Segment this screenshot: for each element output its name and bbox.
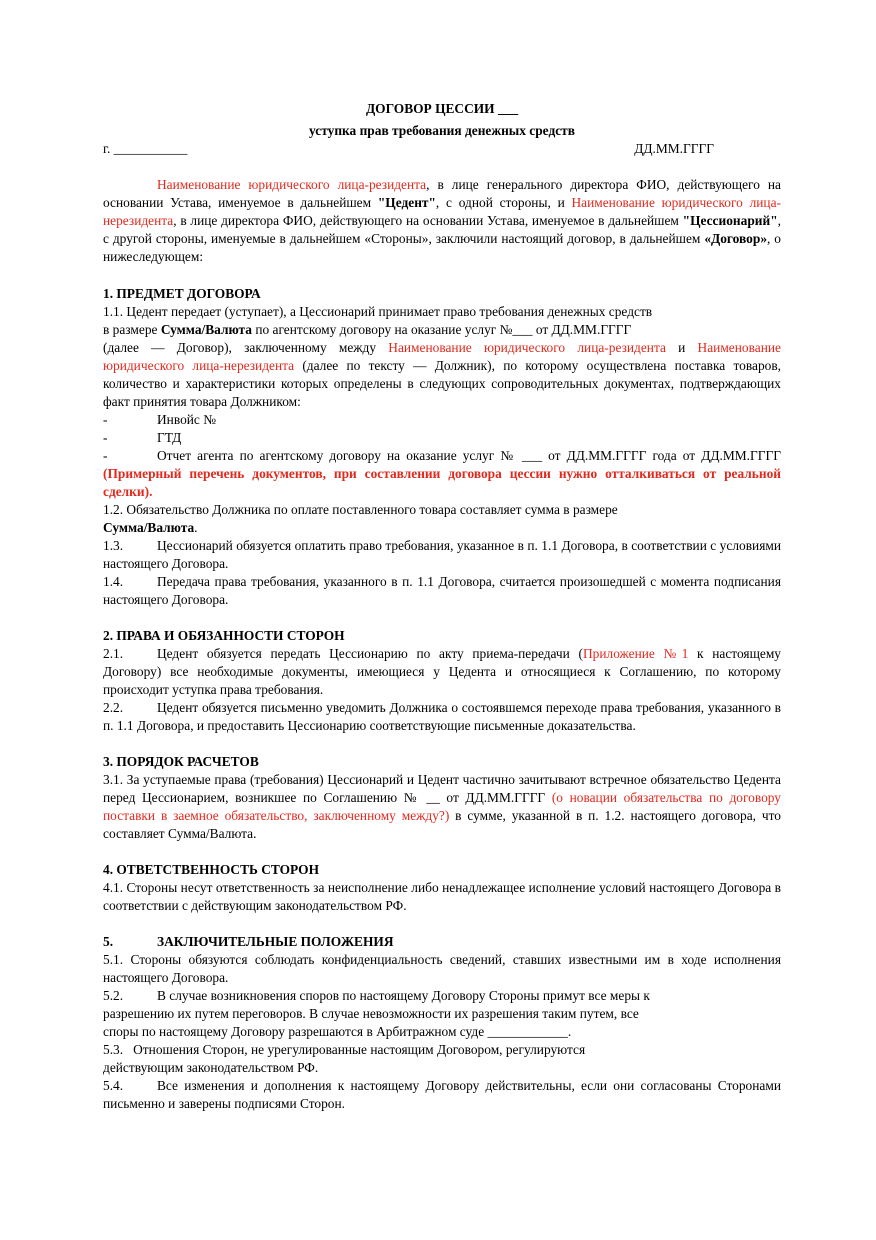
- cessionary-term: "Цессионарий": [682, 213, 778, 228]
- document-page: [103, 100, 781, 1113]
- section-2-heading: 2. ПРАВА И ОБЯЗАННОСТИ СТОРОН: [103, 628, 345, 643]
- section-1-heading: 1. ПРЕДМЕТ ДОГОВОРА: [103, 286, 261, 301]
- intro-paragraph: Наименование юридического лица-резидента, в лице генерального директора ФИО, действующего на основании Устава, именуемое в дальнейшем "Цедент", с одной стороны, и Наименование юридического лица-нерезидента, в лице директора ФИО, действующего на основании Устава, именуемое в дальнейшем "Цессионарий", с другой стороны, именуемые в дальнейшем «Стороны», заключили настоящий договор, в дальнейшем «Договор», о нижеследующем:: [103, 177, 782, 264]
- clause-4-1: 4.1. Стороны несут ответственность за неисполнение либо ненадлежащее исполнение условий настоящего Договора в соответствии с действующим законодательством РФ.: [103, 880, 781, 913]
- list-item: - Отчет агента по агентскому договору на оказание услуг № ___ от ДД.ММ.ГГГГ года от ДД.ММ.ГГГГ (Примерный перечень документов, при составлении договора цессии нужно отталкиваться от реальной сделки).: [103, 448, 781, 499]
- clause-1-2: 1.2. Обязательство Должника по оплате поставленного товара составляет сумма в размере Сумма/Валюта.: [103, 502, 618, 535]
- place-date-line: [103, 140, 781, 158]
- clause-5-2: 5.2. В случае возникновения споров по настоящему Договору Стороны примут все меры к разрешению их путем переговоров. В случае невозможности их разрешения таким путем, все споры по настоящему Договору разрешаются в Арбитражном суде ____________.: [103, 988, 650, 1039]
- note-red: (Примерный перечень документов, при составлении договора цессии нужно отталкиваться от реальной сделки).: [103, 466, 781, 499]
- nonresident-name: Наименование юридического лица-нерезидента: [103, 195, 781, 228]
- clause-5-4: 5.4. Все изменения и дополнения к настоящему Договору действительны, если они согласованы Сторонами письменно и заверены подписями Сторон.: [103, 1078, 781, 1111]
- cedent-term: "Цедент": [377, 195, 436, 210]
- date-field: ДД.ММ.ГГГГ: [634, 141, 714, 156]
- section-5-heading: 5. ЗАКЛЮЧИТЕЛЬНЫЕ ПОЛОЖЕНИЯ: [103, 934, 394, 949]
- clause-3-1: 3.1. За уступаемые права (требования) Цессионарий и Цедент частично зачитывают встречное обязательство Цедента перед Цессионарием, возникшее по Соглашению № __ от ДД.ММ.ГГГГ (о новации обязательства по договору поставки в заемное обязательство, заключенному между?) в сумме, указанной в п. 1.2. настоящего договора, что составляет Сумма/Валюта.: [103, 772, 781, 841]
- clause-5-1: 5.1. Стороны обязуются соблюдать конфиденциальность сведений, ставших известными им в ходе исполнения настоящего Договора.: [103, 952, 781, 985]
- clause-1-4: 1.4. Передача права требования, указанного в п. 1.1 Договора, считается произошедшей с момента подписания настоящего Договора.: [103, 574, 781, 607]
- resident-name: Наименование юридического лица-резидента: [157, 177, 427, 192]
- document-title: ДОГОВОР ЦЕССИИ ___: [365, 101, 519, 116]
- list-item: - Инвойс №: [103, 412, 216, 427]
- section-4-heading: 4. ОТВЕТСТВЕННОСТЬ СТОРОН: [103, 862, 319, 877]
- clause-2-2: 2.2. Цедент обязуется письменно уведомить Должника о состоявшемся переходе права требования, указанного в п. 1.1 Договора, и предоставить Цессионарию соответствующие письменные доказательства.: [103, 700, 781, 733]
- clause-2-1: 2.1. Цедент обязуется передать Цессионарию по акту приема-передачи (Приложение №1 к настоящему Договору) все необходимые документы, имеющиеся у Цедента и относящиеся к Соглашению, по которому происходит уступка права требования.: [103, 646, 781, 697]
- document-subtitle: уступка прав требования денежных средств: [309, 123, 575, 138]
- contract-term: «Договор»: [704, 231, 768, 246]
- clause-1-1: 1.1. Цедент передает (уступает), а Цессионарий принимает право требования денежных средств в размере Сумма/Валюта по агентскому договору на оказание услуг №___ от ДД.ММ.ГГГГ (далее — Договор), заключенному между Наименование юридического лица-резидента и Наименование юридического лица-нерезидента (далее по тексту — Должник), по которому осуществлена поставка товаров, количество и характеристики которых определены в следующих сопроводительных документах, подтверждающих факт принятия товара Должником:: [103, 304, 782, 409]
- clause-5-3: 5.3. Отношения Сторон, не урегулированные настоящим Договором, регулируются действующим законодательством РФ.: [103, 1042, 586, 1075]
- clause-1-3: 1.3. Цессионарий обязуется оплатить право требования, указанное в п. 1.1 Договора, в соответствии с условиями настоящего Договора.: [103, 538, 781, 571]
- list-item: - ГТД: [103, 430, 182, 445]
- section-3-heading: 3. ПОРЯДОК РАСЧЕТОВ: [103, 754, 259, 769]
- city-field: г. ___________: [103, 141, 188, 156]
